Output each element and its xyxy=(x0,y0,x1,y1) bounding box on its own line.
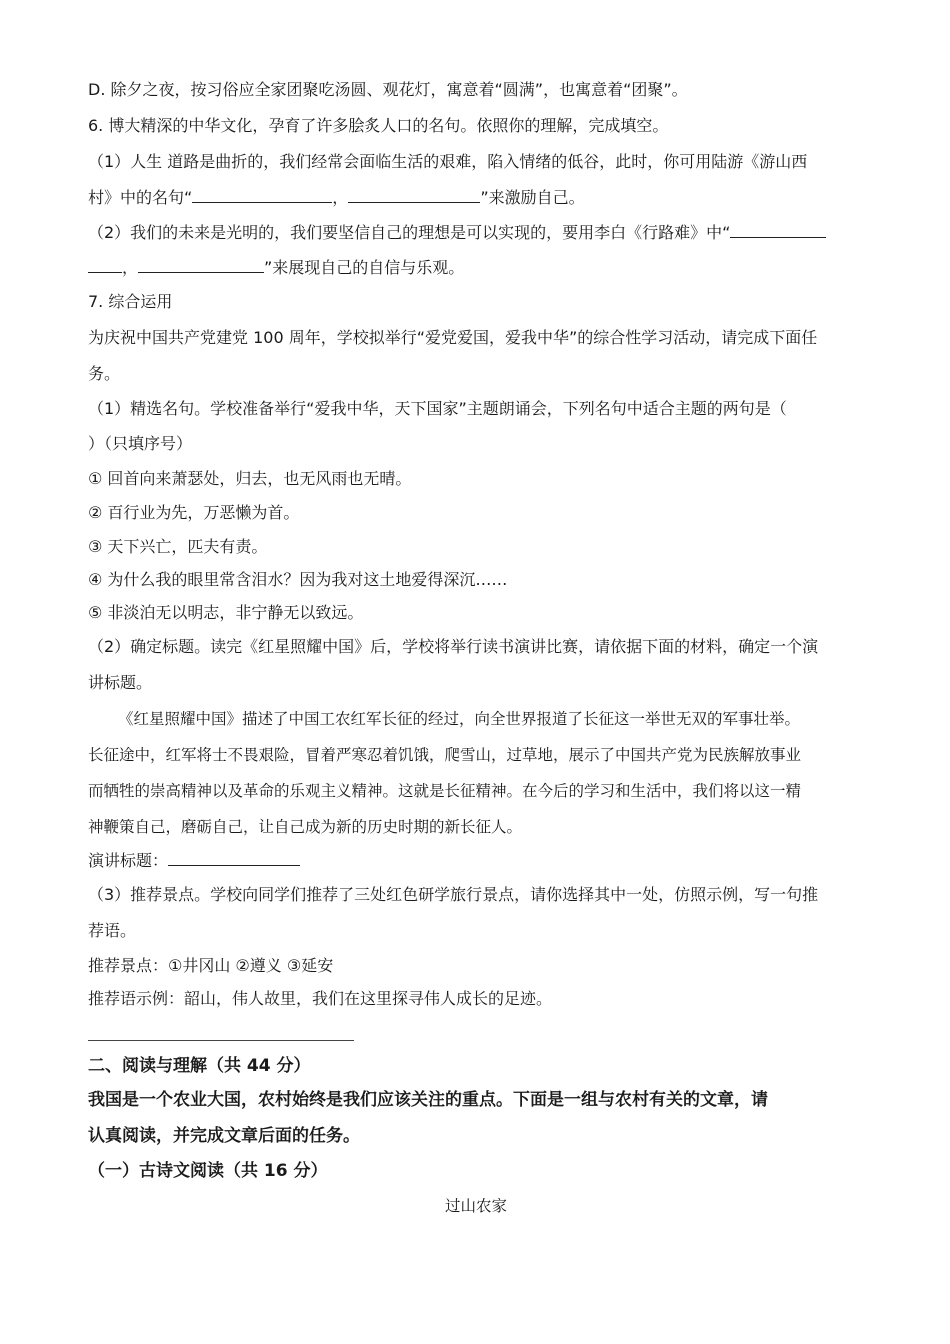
q6-part2-text: （2）我们的未来是光明的，我们要坚信自己的理想是可以实现的，要用李白《行路难》中“ xyxy=(88,223,731,242)
passage-line-1: 《红星照耀中国》描述了中国工农红军长征的经过，向全世界报道了长征这一举世无双的军事壮举。 xyxy=(118,710,801,728)
q7-task3-line2: 荐语。 xyxy=(88,921,137,940)
q7-task3-line1: （3）推荐景点。学校向同学们推荐了三处红色研学旅行景点，请你选择其中一处，仿照示例，写一句推 xyxy=(88,885,819,904)
section2-intro-line2: 认真阅读，并完成文章后面的任务。 xyxy=(88,1126,360,1146)
recommendation-example: 推荐语示例：韶山，伟人故里，我们在这里探寻伟人成长的足迹。 xyxy=(88,989,553,1008)
q7-task1-line1: （1）精选名句。学校准备举行“爱我中华，天下国家”主题朗诵会，下列名句中适合主题的两句是（ xyxy=(88,399,787,418)
passage-line-3: 而牺牲的崇高精神以及革命的乐观主义精神。这就是长征精神。在今后的学习和生活中，我们将以这一精 xyxy=(88,782,802,800)
q5-option-d: D. 除夕之夜，按习俗应全家团聚吃汤圆、观花灯，寓意着“圆满”，也寓意着“团聚”。 xyxy=(88,80,688,99)
q6-part1-line2 xyxy=(88,188,585,208)
q6-part1-text-a: 村》中的名句“ xyxy=(88,188,193,207)
q6-part1-text-b: ”来激励自己。 xyxy=(480,188,585,207)
answer-line[interactable] xyxy=(88,1040,354,1041)
q6-part1-line1: （1）人生 道路是曲折的，我们经常会面临生活的艰难，陷入情绪的低谷，此时，你可用陆游《游山西 xyxy=(88,152,808,171)
speech-title-label: 演讲标题： xyxy=(88,851,169,870)
q7-task2-line1: （2）确定标题。读完《红星照耀中国》后，学校将举行读书演讲比赛，请依据下面的材料，确定一个演 xyxy=(88,637,819,656)
speech-title-row xyxy=(88,851,300,871)
q7-option-3: ③ 天下兴亡，匹夫有责。 xyxy=(88,537,268,556)
q7-option-4: ④ 为什么我的眼里常含泪水？因为我对这土地爱得深沉…… xyxy=(88,570,508,589)
q6-part2-line1 xyxy=(88,223,826,243)
subsection-1-title: （一）古诗文阅读（共 16 分） xyxy=(88,1161,328,1181)
q6-part2-text-b: ”来展现自己的自信与乐观。 xyxy=(264,258,465,277)
q6-part2-sep: ， xyxy=(122,258,139,277)
q7-option-2: ② 百行业为先，万恶懒为首。 xyxy=(88,503,300,522)
q6-part2-line2 xyxy=(88,258,464,278)
q7-option-1: ① 回首向来萧瑟处，归去，也无风雨也无晴。 xyxy=(88,469,412,488)
q7-stem: 7. 综合运用 xyxy=(88,292,173,311)
q6-blank-3a[interactable] xyxy=(730,223,826,238)
q7-option-5: ⑤ 非淡泊无以明志，非宁静无以致远。 xyxy=(88,603,364,622)
poem-title: 过山农家 xyxy=(444,1197,507,1215)
q6-stem: 6. 博大精深的中华文化，孕育了许多脍炙人口的名句。依照你的理解，完成填空。 xyxy=(88,116,669,135)
q6-part1-sep: ， xyxy=(332,188,349,207)
q6-blank-1[interactable] xyxy=(192,188,332,203)
q7-task1-line2: ）（只填序号） xyxy=(88,434,193,453)
recommended-spots: 推荐景点：①井冈山 ②遵义 ③延安 xyxy=(88,956,334,975)
section2-title: 二、阅读与理解（共 44 分） xyxy=(88,1056,311,1076)
q6-blank-3b[interactable] xyxy=(88,258,122,273)
section2-intro-line1: 我国是一个农业大国，农村始终是我们应该关注的重点。下面是一组与农村有关的文章，请 xyxy=(88,1090,768,1110)
q6-blank-4[interactable] xyxy=(138,258,264,273)
passage-line-4: 神鞭策自己，磨砺自己，让自己成为新的历史时期的新长征人。 xyxy=(88,818,523,836)
q7-task2-line2: 讲标题。 xyxy=(88,673,153,692)
q7-intro-line1: 为庆祝中国共产党建党 100 周年，学校拟举行“爱党爱国，爱我中华”的综合性学习活动，请完成下面任 xyxy=(88,328,818,347)
passage-line-2: 长征途中，红军将士不畏艰险，冒着严寒忍着饥饿，爬雪山，过草地，展示了中国共产党为民族解放事业 xyxy=(88,746,802,764)
q6-blank-2[interactable] xyxy=(348,188,480,203)
speech-title-blank[interactable] xyxy=(168,851,300,866)
q7-intro-line2: 务。 xyxy=(88,364,121,383)
